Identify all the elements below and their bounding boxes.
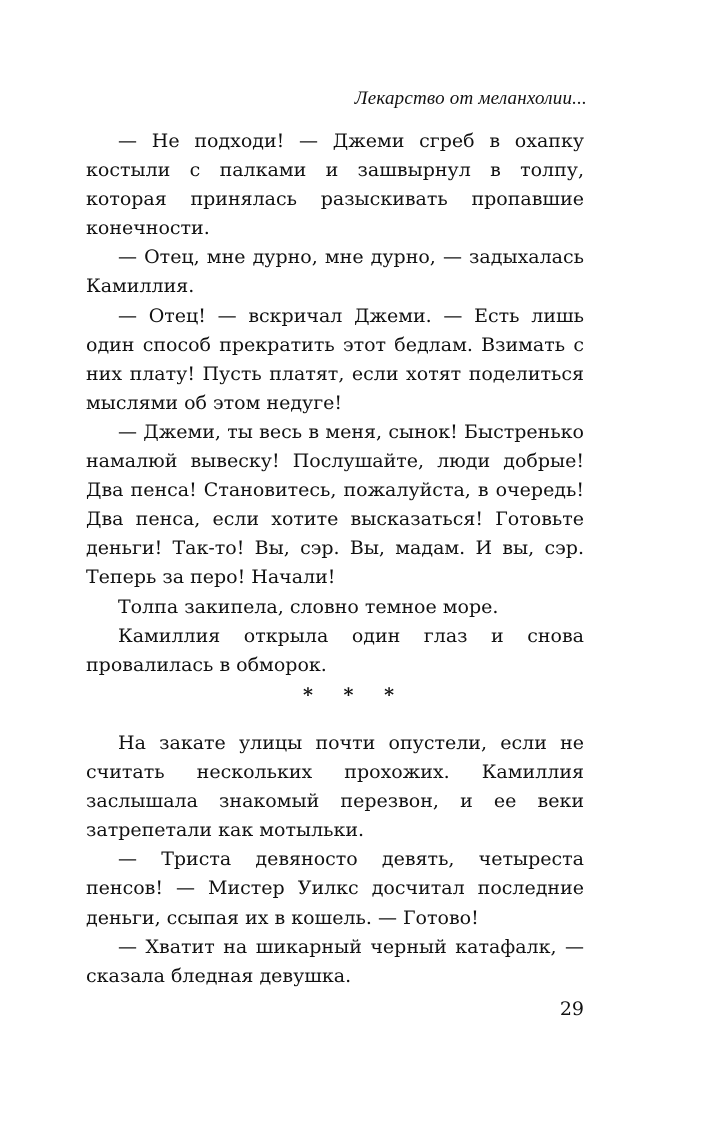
paragraph: — Джеми, ты весь в меня, сынок! Быстренько намалюй вывеску! Послушайте, люди добрые! Два пенса! Становитесь, пожалуйста, в очередь! Два пенса, если хотите высказаться! Готовьте деньги! Так-то! Вы, сэр. Вы, мадам. И вы, сэр. Теперь за перо! Начали! bbox=[86, 420, 584, 589]
paragraph: — Не подходи! — Джеми сгреб в охапку костыли с палками и зашвырнул в толпу, которая принялась разыскивать пропавшие конечности. bbox=[86, 130, 584, 240]
paragraph: Камиллия открыла один глаз и снова провалилась в обморок. bbox=[86, 624, 584, 676]
paragraph: На закате улицы почти опустели, если не считать нескольких прохожих. Камиллия заслышала знакомый перезвон, и ее веки затрепетали как мотыльки. bbox=[86, 732, 584, 842]
page-number: 29 bbox=[559, 998, 584, 1020]
paragraph: Толпа закипела, словно темное море. bbox=[118, 595, 499, 618]
paragraph: — Хватит на шикарный черный катафалк, — сказала бледная девушка. bbox=[86, 935, 584, 987]
section-separator: * * * bbox=[302, 684, 407, 706]
paragraph: — Отец! — вскричал Джеми. — Есть лишь один способ прекратить этот бедлам. Взимать с них плату! Пусть платят, если хотят поделиться мыслями об этом недуге! bbox=[86, 304, 584, 414]
section-1-text bbox=[86, 127, 584, 680]
running-header: Лекарство от меланхолии... bbox=[354, 88, 587, 109]
section-2-text bbox=[86, 729, 584, 991]
paragraph: — Триста девяносто девять, четыреста пенсов! — Мистер Уилкс досчитал последние деньги, ссыпая их в кошель. — Готово! bbox=[86, 848, 584, 929]
paragraph: — Отец, мне дурно, мне дурно, — задыхалась Камиллия. bbox=[86, 246, 584, 298]
